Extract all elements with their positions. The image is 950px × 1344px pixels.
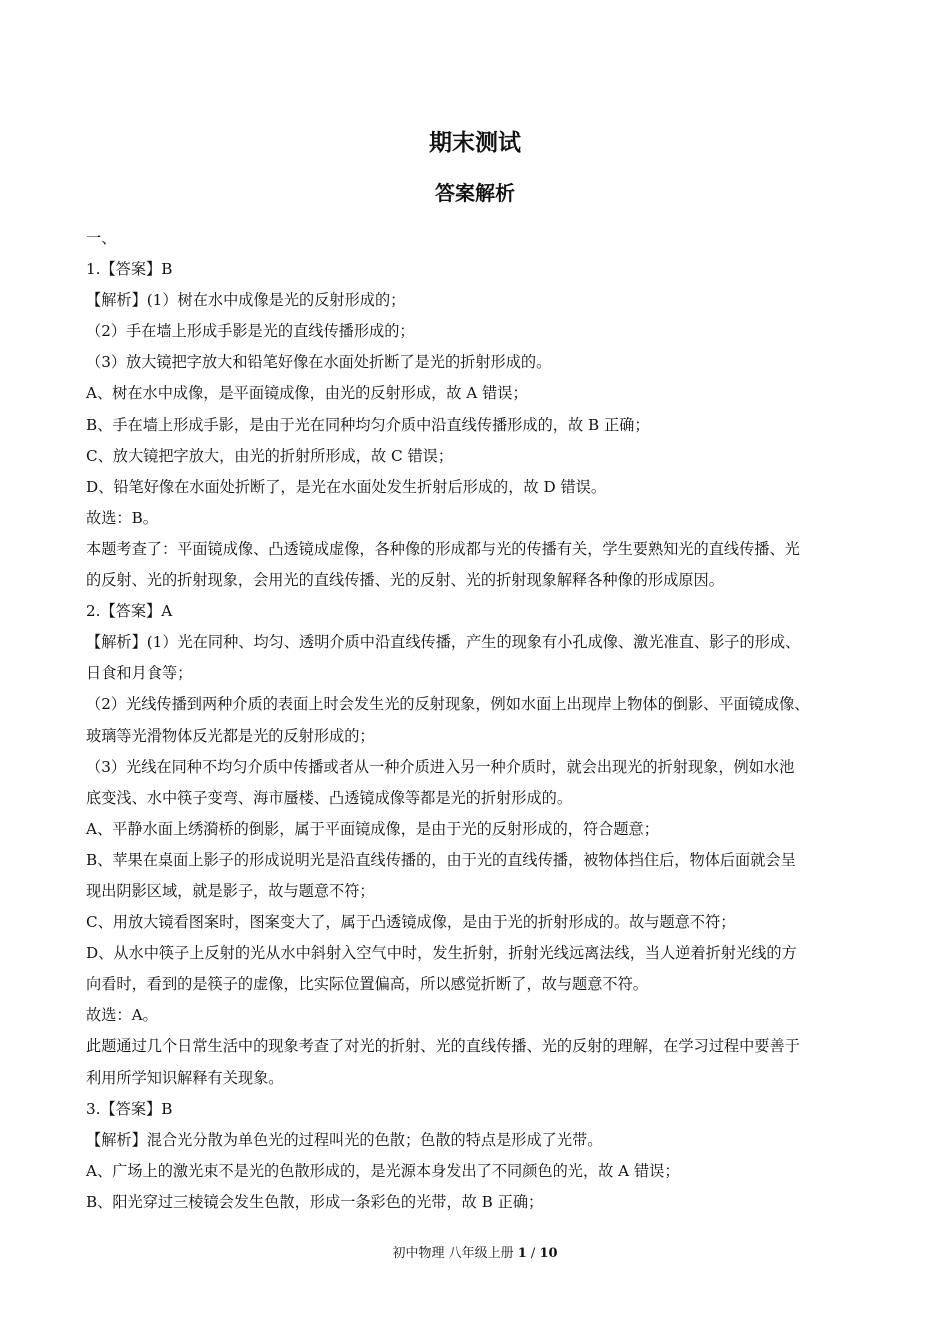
text-line: 现出阴影区域，就是影子，故与题意不符；: [86, 881, 375, 900]
text-line: （3）光线在同种不均匀介质中传播或者从一种介质进入另一种介质时，就会出现光的折射现象，例如水池: [86, 757, 795, 776]
text-line: 利用所学知识解释有关现象。: [86, 1068, 284, 1087]
footer-page-number: 1: [517, 1246, 527, 1261]
text-line: 2.【答案】A: [86, 602, 173, 621]
text-line: 一、: [86, 229, 117, 247]
page-subtitle: 答案解析: [435, 181, 515, 205]
answer-content: [86, 223, 866, 1218]
text-line: D、铅笔好像在水面处折断了，是光在水面处发生折射后形成的，故 D 错误。: [86, 477, 607, 496]
text-line: C、放大镜把字放大，由光的折射所形成，故 C 错误；: [86, 446, 454, 465]
text-line: A、广场上的激光束不是光的色散形成的，是光源本身发出了不同颜色的光，故 A 错误；: [86, 1161, 680, 1180]
footer-separator: /: [530, 1246, 536, 1261]
page-title: 期末测试: [429, 130, 521, 156]
text-line: 【解析】(1）光在同种、均匀、透明介质中沿直线传播，产生的现象有小孔成像、激光准直、影子的形成、: [86, 633, 801, 652]
footer-label: 初中物理 八年级上册: [392, 1246, 514, 1261]
text-line: （2）手在墙上形成手影是光的直线传播形成的；: [86, 322, 415, 341]
text-line: A、树在水中成像，是平面镜成像，由光的反射形成，故 A 错误；: [86, 384, 528, 403]
text-line: （3）放大镜把字放大和铅笔好像在水面处折断了是光的折射形成的。: [86, 353, 552, 372]
text-line: A、平静水面上绣漪桥的倒影，属于平面镜成像，是由于光的反射形成的，符合题意；: [86, 819, 659, 838]
text-line: 日食和月食等；: [86, 664, 193, 683]
text-line: C、用放大镜看图案时，图案变大了，属于凸透镜成像，是由于光的折射形成的。故与题意不符；: [86, 913, 736, 932]
text-line: 底变浅、水中筷子变弯、海市蜃楼、凸透镜成像等都是光的折射形成的。: [86, 788, 572, 807]
text-line: D、从水中筷子上反射的光从水中斜射入空气中时，发生折射，折射光线远离法线，当人逆着折射光线的方: [86, 944, 797, 963]
text-line: 本题考查了：平面镜成像、凸透镜成虚像，各种像的形成都与光的传播有关，学生要熟知光的直线传播、光: [86, 539, 800, 558]
text-line: B、阳光穿过三棱镜会发生色散，形成一条彩色的光带，故 B 正确；: [86, 1192, 544, 1211]
text-line: 1.【答案】B: [86, 260, 173, 279]
text-line: （2）光线传播到两种介质的表面上时会发生光的反射现象，例如水面上出现岸上物体的倒影、平面镜成像、: [86, 695, 810, 714]
text-line: 3.【答案】B: [86, 1099, 173, 1118]
footer-page-total: 10: [539, 1246, 558, 1261]
text-line: B、苹果在桌面上影子的形成说明光是沿直线传播的，由于光的直线传播，被物体挡住后，物体后面就会呈: [86, 850, 796, 869]
text-line: 【解析】(1）树在水中成像是光的反射形成的；: [86, 291, 406, 310]
text-line: 玻璃等光滑物体反光都是光的反射形成的；: [86, 726, 375, 745]
text-line: 向看时，看到的是筷子的虚像，比实际位置偏高，所以感觉折断了，故与题意不符。: [86, 975, 648, 994]
text-line: B、手在墙上形成手影，是由于光在同种均匀介质中沿直线传播形成的，故 B 正确；: [86, 415, 650, 434]
text-line: 的反射、光的折射现象，会用光的直线传播、光的反射、光的折射现象解释各种像的形成原因。: [86, 571, 724, 590]
page-footer: [0, 1245, 950, 1263]
text-line: 此题通过几个日常生活中的现象考查了对光的折射、光的直线传播、光的反射的理解，在学习过程中要善于: [86, 1037, 800, 1056]
text-line: 故选：B。: [86, 508, 158, 527]
text-line: 故选：A。: [86, 1006, 158, 1025]
text-line: 【解析】混合光分散为单色光的过程叫光的色散；色散的特点是形成了光带。: [86, 1130, 603, 1149]
